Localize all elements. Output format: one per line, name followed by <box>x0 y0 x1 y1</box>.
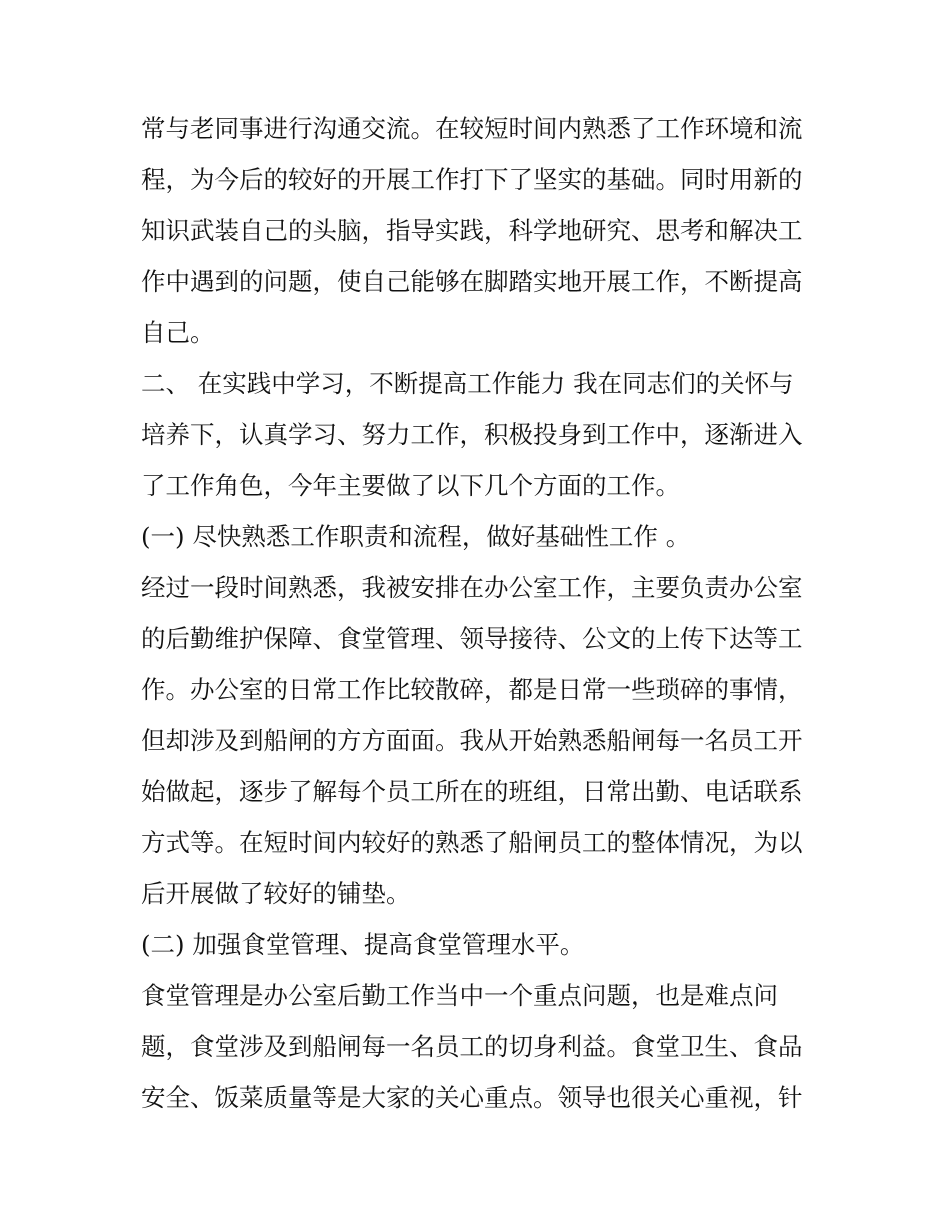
text-line: 自己。 <box>141 318 215 347</box>
text-line: 食堂管理是办公室后勤工作当中一个重点问题，也是难点问 <box>141 981 778 1010</box>
text-line: 常与老同事进行沟通交流。在较短时间内熟悉了工作环境和流 <box>141 114 803 143</box>
subsection-heading-line: (一) 尽快熟悉工作职责和流程，做好基础性工作 。 <box>141 522 691 551</box>
subsection-heading-line: (二) 加强食堂管理、提高食堂管理水平。 <box>141 930 585 959</box>
text-line: 题，食堂涉及到船闸每一名员工的切身利益。食堂卫生、食品 <box>141 1032 803 1061</box>
text-line: 但却涉及到船闸的方方面面。我从开始熟悉船闸每一名员工开 <box>141 726 803 755</box>
text-line: 知识武装自己的头脑，指导实践，科学地研究、思考和解决工 <box>141 216 803 245</box>
text-line: 安全、饭菜质量等是大家的关心重点。领导也很关心重视，针 <box>141 1083 803 1112</box>
text-line: 作中遇到的问题，使自己能够在脚踏实地开展工作，不断提高 <box>141 267 803 296</box>
text-line: 经过一段时间熟悉，我被安排在办公室工作，主要负责办公室 <box>141 573 803 602</box>
text-line: 培养下，认真学习、努力工作，积极投身到工作中，逐渐进入 <box>141 420 803 449</box>
text-line: 程，为今后的较好的开展工作打下了坚实的基础。同时用新的 <box>141 165 803 194</box>
text-line: 了工作角色，今年主要做了以下几个方面的工作。 <box>141 471 680 500</box>
text-line: 后开展做了较好的铺垫。 <box>141 879 411 908</box>
text-line: 始做起，逐步了解每个员工所在的班组，日常出勤、电话联系 <box>141 777 803 806</box>
section-heading-line: 二、 在实践中学习，不断提高工作能力 我在同志们的关怀与 <box>141 369 794 398</box>
text-line: 方式等。在短时间内较好的熟悉了船闸员工的整体情况，为以 <box>141 828 803 857</box>
text-line: 作。办公室的日常工作比较散碎，都是日常一些琐碎的事情， <box>141 675 803 704</box>
document-body-text <box>141 103 821 1123</box>
text-line: 的后勤维护保障、食堂管理、领导接待、公文的上传下达等工 <box>141 624 803 653</box>
